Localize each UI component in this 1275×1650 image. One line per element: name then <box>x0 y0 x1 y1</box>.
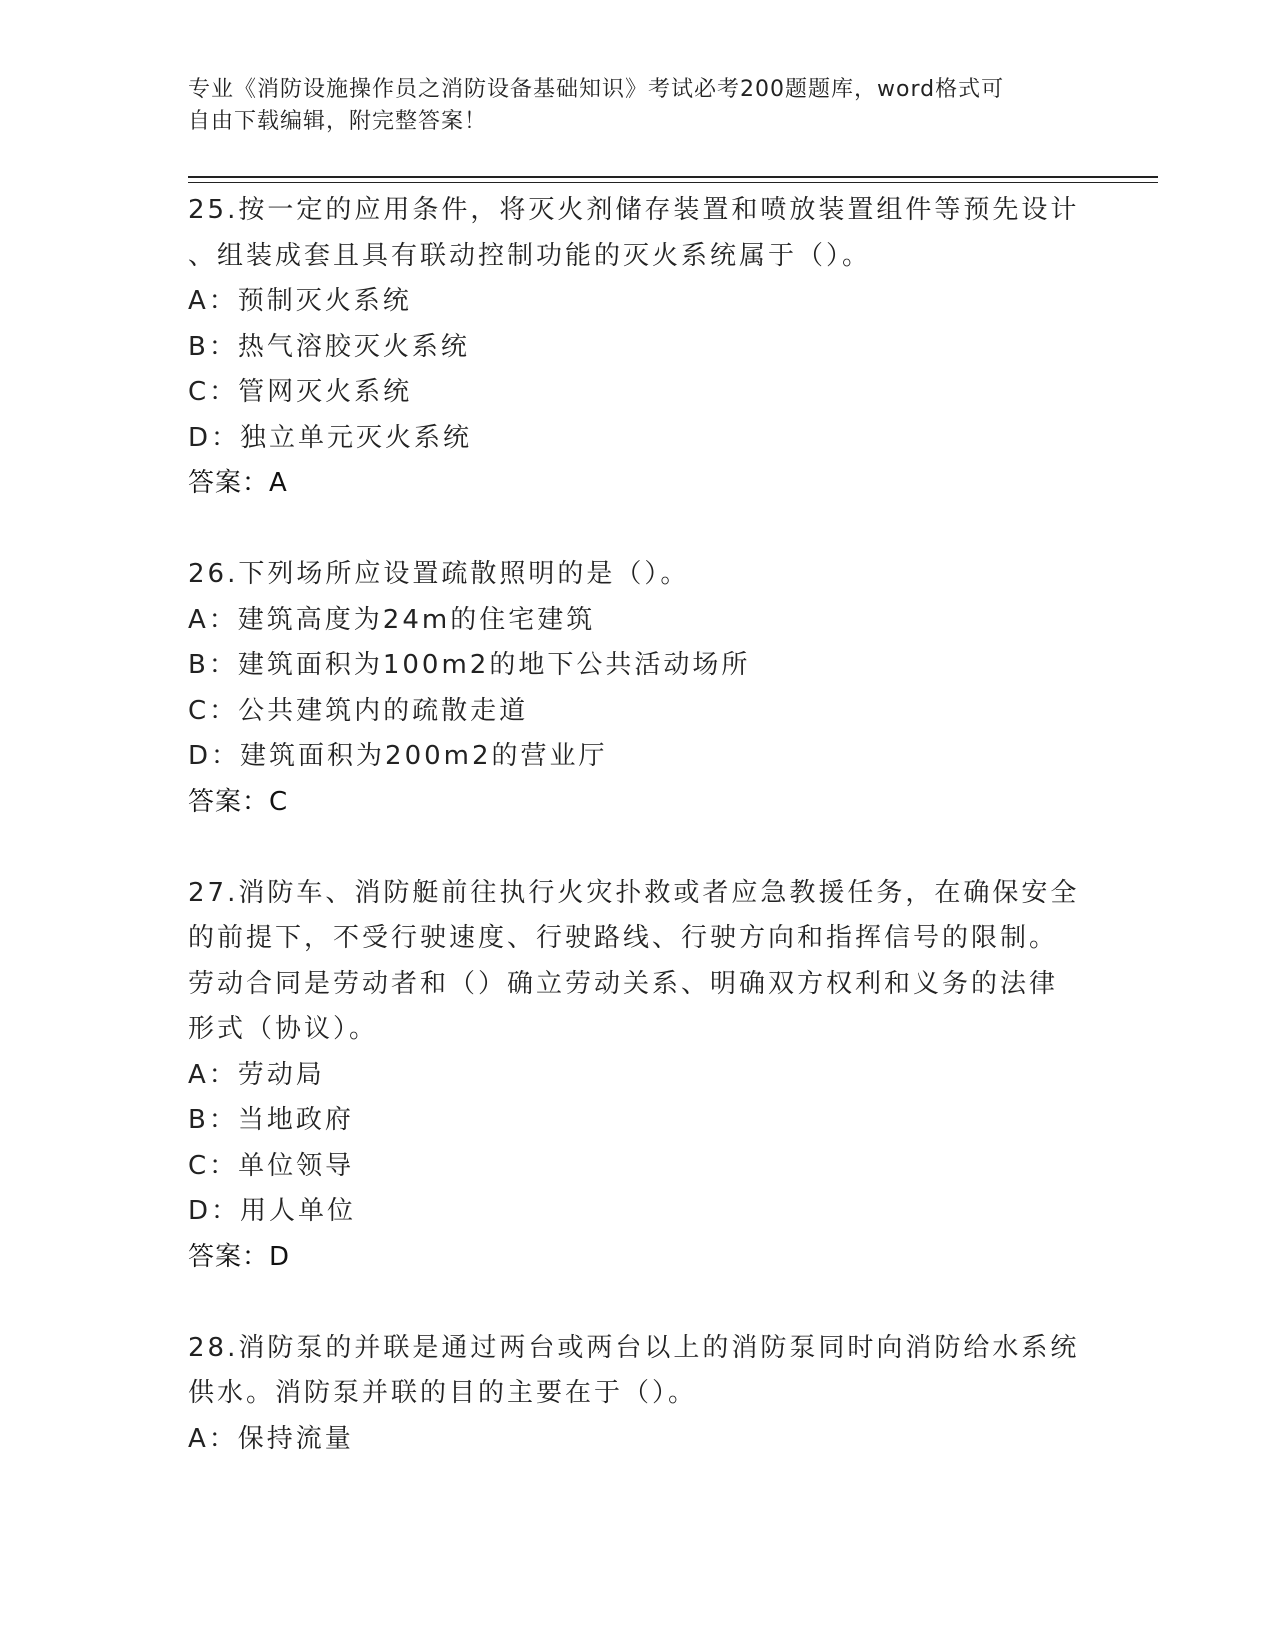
option-d: D：用人单位 <box>188 1196 357 1226</box>
answer-line: 答案：A <box>188 468 288 498</box>
option-c: C：单位领导 <box>188 1150 355 1181</box>
question-stem-line: 的前提下，不受行驶速度、行驶路线、行驶方向和指挥信号的限制。 <box>188 923 1059 953</box>
header-divider-thin <box>188 182 1158 183</box>
option-a: A：保持流量 <box>188 1423 354 1454</box>
question-26 <box>188 552 1088 825</box>
question-stem-line: 25.按一定的应用条件，将灭火剂储存装置和喷放装置组件等预先设计 <box>188 195 1080 225</box>
question-stem-line: 28.消防泵的并联是通过两台或两台以上的消防泵同时向消防给水系统 <box>188 1332 1080 1363</box>
header-divider-thick <box>188 176 1158 178</box>
option-a: A：劳动局 <box>188 1059 325 1090</box>
header-line-1: 专业《消防设施操作员之消防设备基础知识》考试必考200题题库，word格式可 <box>188 77 1005 102</box>
header-line-2: 自由下载编辑，附完整答案！ <box>188 109 488 134</box>
answer-line: 答案：D <box>188 1241 291 1272</box>
option-c: C：公共建筑内的疏散走道 <box>188 695 529 726</box>
question-stem-line: 26.下列场所应设置疏散照明的是（）。 <box>188 559 690 589</box>
document-header <box>188 74 1068 138</box>
question-stem-line: 、组装成套且具有联动控制功能的灭火系统属于（）。 <box>188 240 872 271</box>
option-d: D：建筑面积为200m2的营业厅 <box>188 741 608 771</box>
option-b: B：建筑面积为100m2的地下公共活动场所 <box>188 650 751 680</box>
question-27 <box>188 871 1088 1281</box>
question-list <box>188 188 1088 1508</box>
question-stem-line: 劳动合同是劳动者和（）确立劳动关系、明确双方权利和义务的法律 <box>188 968 1059 999</box>
question-stem-line: 形式（协议）。 <box>188 1014 379 1044</box>
option-c: C：管网灭火系统 <box>188 377 413 407</box>
question-stem-line: 27.消防车、消防艇前往执行火灾扑救或者应急教援任务，在确保安全 <box>188 877 1080 908</box>
option-a: A：建筑高度为24m的住宅建筑 <box>188 604 596 635</box>
option-b: B：热气溶胶灭火系统 <box>188 331 470 362</box>
question-25 <box>188 188 1088 507</box>
question-28 <box>188 1326 1088 1463</box>
answer-line: 答案：C <box>188 786 289 817</box>
question-stem-line: 供水。消防泵并联的目的主要在于（）。 <box>188 1378 698 1408</box>
option-b: B：当地政府 <box>188 1105 354 1135</box>
option-d: D：独立单元灭火系统 <box>188 422 473 453</box>
option-a: A：预制灭火系统 <box>188 286 412 316</box>
